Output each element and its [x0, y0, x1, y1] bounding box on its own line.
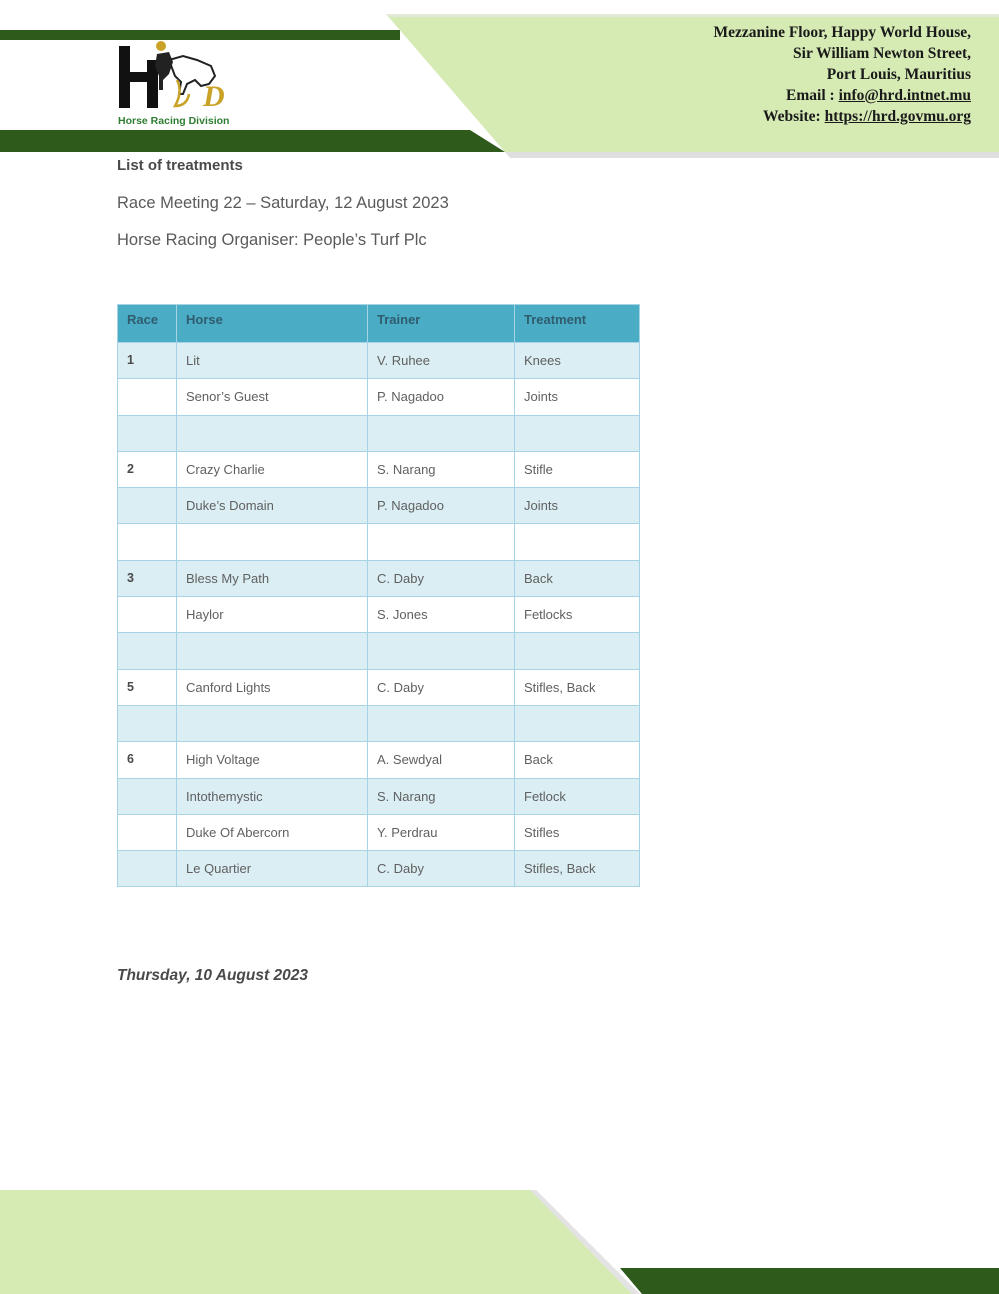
table-row	[118, 415, 640, 451]
table-row	[118, 488, 640, 524]
address-line-3: Port Louis, Mauritius	[826, 66, 971, 83]
header-horse: Horse	[177, 305, 368, 343]
trainer-cell: V. Ruhee	[368, 343, 515, 379]
trainer-cell: A. Sewdyal	[368, 742, 515, 778]
trainer-cell: S. Narang	[368, 778, 515, 814]
header-treatment: Treatment	[515, 305, 640, 343]
address-line-1: Mezzanine Floor, Happy World House,	[713, 24, 971, 41]
treatment-cell: Knees	[515, 343, 640, 379]
horse-cell: Crazy Charlie	[177, 451, 368, 487]
trainer-cell	[368, 524, 515, 560]
treatment-cell	[515, 633, 640, 669]
race-cell	[118, 778, 177, 814]
horse-cell	[177, 633, 368, 669]
logo-caption: Horse Racing Division	[118, 115, 230, 127]
race-cell	[118, 705, 177, 741]
email-label: Email :	[786, 87, 839, 104]
table-header-row	[118, 305, 640, 343]
horse-cell: Canford Lights	[177, 669, 368, 705]
table-row	[118, 742, 640, 778]
race-cell	[118, 597, 177, 633]
table-row	[118, 778, 640, 814]
contact-address	[714, 22, 971, 127]
table-row	[118, 451, 640, 487]
horse-cell: Intothemystic	[177, 778, 368, 814]
trainer-cell: C. Daby	[368, 560, 515, 596]
table-row	[118, 851, 640, 887]
table-row	[118, 597, 640, 633]
svg-text:D: D	[203, 80, 225, 113]
race-cell: 5	[118, 669, 177, 705]
table-row	[118, 633, 640, 669]
treatments-table	[117, 304, 640, 887]
horse-cell	[177, 415, 368, 451]
race-cell	[118, 379, 177, 415]
website-line	[714, 106, 971, 127]
race-cell	[118, 633, 177, 669]
treatment-cell: Stifles, Back	[515, 851, 640, 887]
email-line	[714, 85, 971, 106]
trainer-cell	[368, 633, 515, 669]
treatment-cell: Stifle	[515, 451, 640, 487]
document-title: List of treatments	[117, 157, 243, 174]
table-row	[118, 814, 640, 850]
race-cell	[118, 814, 177, 850]
trainer-cell: S. Jones	[368, 597, 515, 633]
horse-cell: Duke Of Abercorn	[177, 814, 368, 850]
race-meeting-line: Race Meeting 22 – Saturday, 12 August 2023	[117, 194, 449, 212]
treatment-cell	[515, 415, 640, 451]
table-row	[118, 379, 640, 415]
trainer-cell: C. Daby	[368, 851, 515, 887]
table-row	[118, 705, 640, 741]
header-trainer: Trainer	[368, 305, 515, 343]
table-body	[118, 343, 640, 887]
header-race: Race	[118, 305, 177, 343]
treatment-cell: Stifles, Back	[515, 669, 640, 705]
horse-cell: Lit	[177, 343, 368, 379]
trainer-cell	[368, 415, 515, 451]
treatment-cell: Joints	[515, 379, 640, 415]
trainer-cell: P. Nagadoo	[368, 379, 515, 415]
horse-cell: Senor’s Guest	[177, 379, 368, 415]
email-link[interactable]: info@hrd.intnet.mu	[838, 87, 971, 104]
treatment-cell: Joints	[515, 488, 640, 524]
race-cell: 3	[118, 560, 177, 596]
race-cell	[118, 488, 177, 524]
race-cell	[118, 851, 177, 887]
horse-cell: Duke’s Domain	[177, 488, 368, 524]
horse-cell	[177, 524, 368, 560]
address-line-2: Sir William Newton Street,	[793, 45, 971, 62]
treatment-cell	[515, 524, 640, 560]
treatment-cell: Fetlock	[515, 778, 640, 814]
trainer-cell: S. Narang	[368, 451, 515, 487]
organiser-line: Horse Racing Organiser: People’s Turf Plc	[117, 231, 427, 249]
document-date: Thursday, 10 August 2023	[117, 967, 308, 984]
horse-cell	[177, 705, 368, 741]
treatment-cell: Fetlocks	[515, 597, 640, 633]
treatment-cell	[515, 705, 640, 741]
treatment-cell: Back	[515, 560, 640, 596]
trainer-cell	[368, 705, 515, 741]
table-row	[118, 343, 640, 379]
table-row	[118, 669, 640, 705]
race-cell: 2	[118, 451, 177, 487]
hrd-logo	[117, 40, 241, 130]
website-label: Website:	[763, 108, 825, 125]
horse-cell: High Voltage	[177, 742, 368, 778]
race-cell	[118, 415, 177, 451]
trainer-cell: Y. Perdrau	[368, 814, 515, 850]
table-row	[118, 524, 640, 560]
horse-cell: Bless My Path	[177, 560, 368, 596]
trainer-cell: C. Daby	[368, 669, 515, 705]
horse-logo-icon	[117, 40, 241, 115]
treatment-cell: Stifles	[515, 814, 640, 850]
race-cell	[118, 524, 177, 560]
horse-cell: Haylor	[177, 597, 368, 633]
race-cell: 1	[118, 343, 177, 379]
trainer-cell: P. Nagadoo	[368, 488, 515, 524]
race-cell: 6	[118, 742, 177, 778]
treatment-cell: Back	[515, 742, 640, 778]
website-link[interactable]: https://hrd.govmu.org	[824, 108, 971, 125]
table-row	[118, 560, 640, 596]
horse-cell: Le Quartier	[177, 851, 368, 887]
